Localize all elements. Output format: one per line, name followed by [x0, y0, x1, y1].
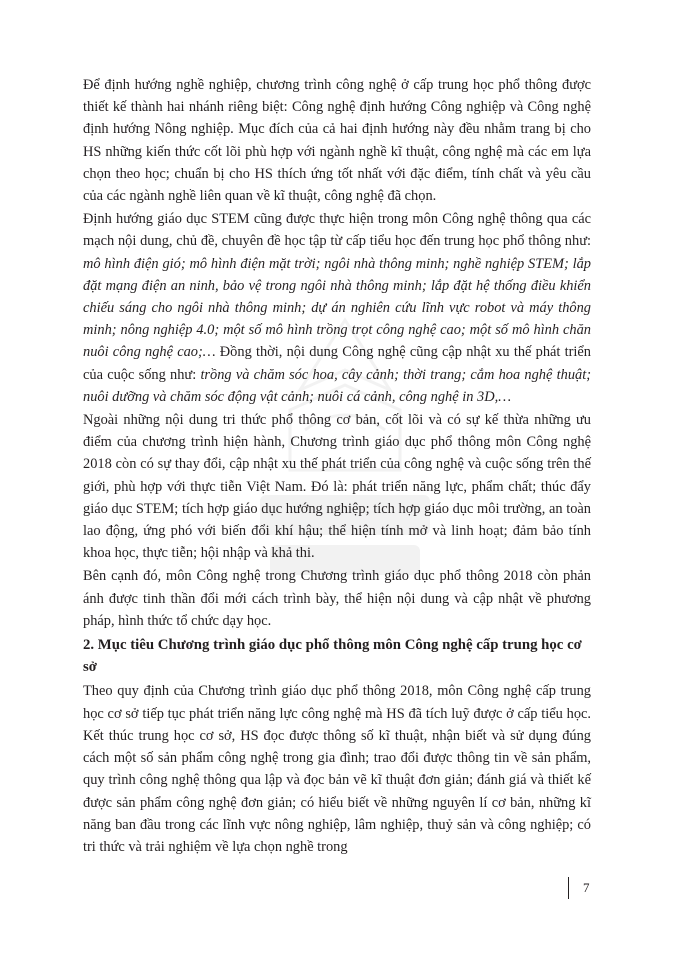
paragraph-innovation: Bên cạnh đó, môn Công nghệ trong Chương trình giáo dục phổ thông 2018 còn phản ánh được tinh thần đổi mới cách trình bày, thể hiện nội dung và cập nhật về phương pháp, hình thức tổ chức dạy học.: [83, 568, 591, 629]
section-heading: 2. Mục tiêu Chương trình giáo dục phổ thông môn Công nghệ cấp trung học cơ sở: [83, 637, 582, 676]
paragraph-stem: [83, 208, 591, 408]
paragraph-stem-trends: trồng và chăm sóc hoa, cây cảnh; thời trang; cắm hoa nghệ thuật; nuôi dưỡng và chăm sóc động vật cảnh; nuôi cá cảnh, công nghệ in 3D,…: [83, 366, 591, 405]
footer-divider: [568, 877, 569, 899]
paragraph-stem-mid: Đồng thời, nội dung Công nghệ cũng cập nhật xu thế phát triển của cuộc sống như:: [83, 344, 591, 383]
page-body: [83, 74, 591, 858]
paragraph-stem-examples: mô hình điện gió; mô hình điện mặt trời; ngôi nhà thông minh; nghề nghiệp STEM; lắp đặt mạng điện an ninh, bảo vệ trong ngôi nhà thông minh; lắp đặt hệ thống điều khiển chiếu sáng cho ngôi nhà thông minh; dự án nghiên cứu lĩnh vực robot và máy thông minh; nông nghiệp 4.0; một số mô hình trồng trọt công nghệ cao; một số mô hình chăn nuôi công nghệ cao;…: [83, 255, 591, 361]
paragraph-objectives: Theo quy định của Chương trình giáo dục phổ thông 2018, môn Công nghệ cấp trung học cơ sở tiếp tục phát triển năng lực công nghệ mà HS đã tích luỹ được ở cấp tiểu học. Kết thúc trung học cơ sở, HS đọc được thông số kĩ thuật, nhận biết và sử dụng đúng cách một số sản phẩm công nghệ trong gia đình; trao đổi được thông tin về sản phẩm, quy trình công nghệ thông qua lập và đọc bản vẽ kĩ thuật đơn giản; đánh giá và thiết kế được sản phẩm công nghệ đơn giản; có hiểu biết về những nguyên lí cơ bản, những kĩ năng ban đầu trong các lĩnh vực nông nghiệp, lâm nghiệp, thuỷ sản và công nghiệp; có tri thức và trải nghiệm về lựa chọn nghề trong: [83, 683, 591, 855]
page-footer: [568, 877, 590, 899]
paragraph-basic-knowledge: Ngoài những nội dung tri thức phổ thông cơ bản, cốt lõi và có sự kế thừa những ưu điểm của chương trình hiện hành, Chương trình giáo dục phổ thông môn Công nghệ 2018 còn có sự thay đổi, cập nhật xu thế phát triển của công nghệ và cuộc sống trên thế giới, phù hợp với thực tiễn Việt Nam. Đó là: phát triển năng lực, phẩm chất; thúc đẩy giáo dục STEM; tích hợp giáo dục hướng nghiệp; tích hợp giáo dục môi trường, an toàn lao động, ứng phó với biến đổi khí hậu; thể hiện tính mở và linh hoạt; đảm bảo tính khoa học, thực tiễn; hội nhập và khả thi.: [83, 412, 591, 562]
page-number: 7: [583, 880, 590, 895]
paragraph-stem-lead: Định hướng giáo dục STEM cũng được thực hiện trong môn Công nghệ thông qua các mạch nội dung, chủ đề, chuyên đề học tập từ cấp tiểu học đến trung học phổ thông như:: [83, 211, 591, 250]
paragraph-industry-agriculture: Để định hướng nghề nghiệp, chương trình công nghệ ở cấp trung học phổ thông được thiết kế thành hai nhánh riêng biệt: Công nghệ định hướng Công nghiệp và Công nghệ định hướng Nông nghiệp. Mục đích của cả hai định hướng này đều nhằm trang bị cho HS những kiến thức cốt lõi phù hợp với ngành nghề kĩ thuật, công nghệ mà các em lựa chọn theo học; chuẩn bị cho HS thích ứng tốt nhất với đặc điểm, tính chất và yêu cầu của các ngành nghề liên quan về kĩ thuật, công nghệ đã chọn.: [83, 77, 591, 205]
